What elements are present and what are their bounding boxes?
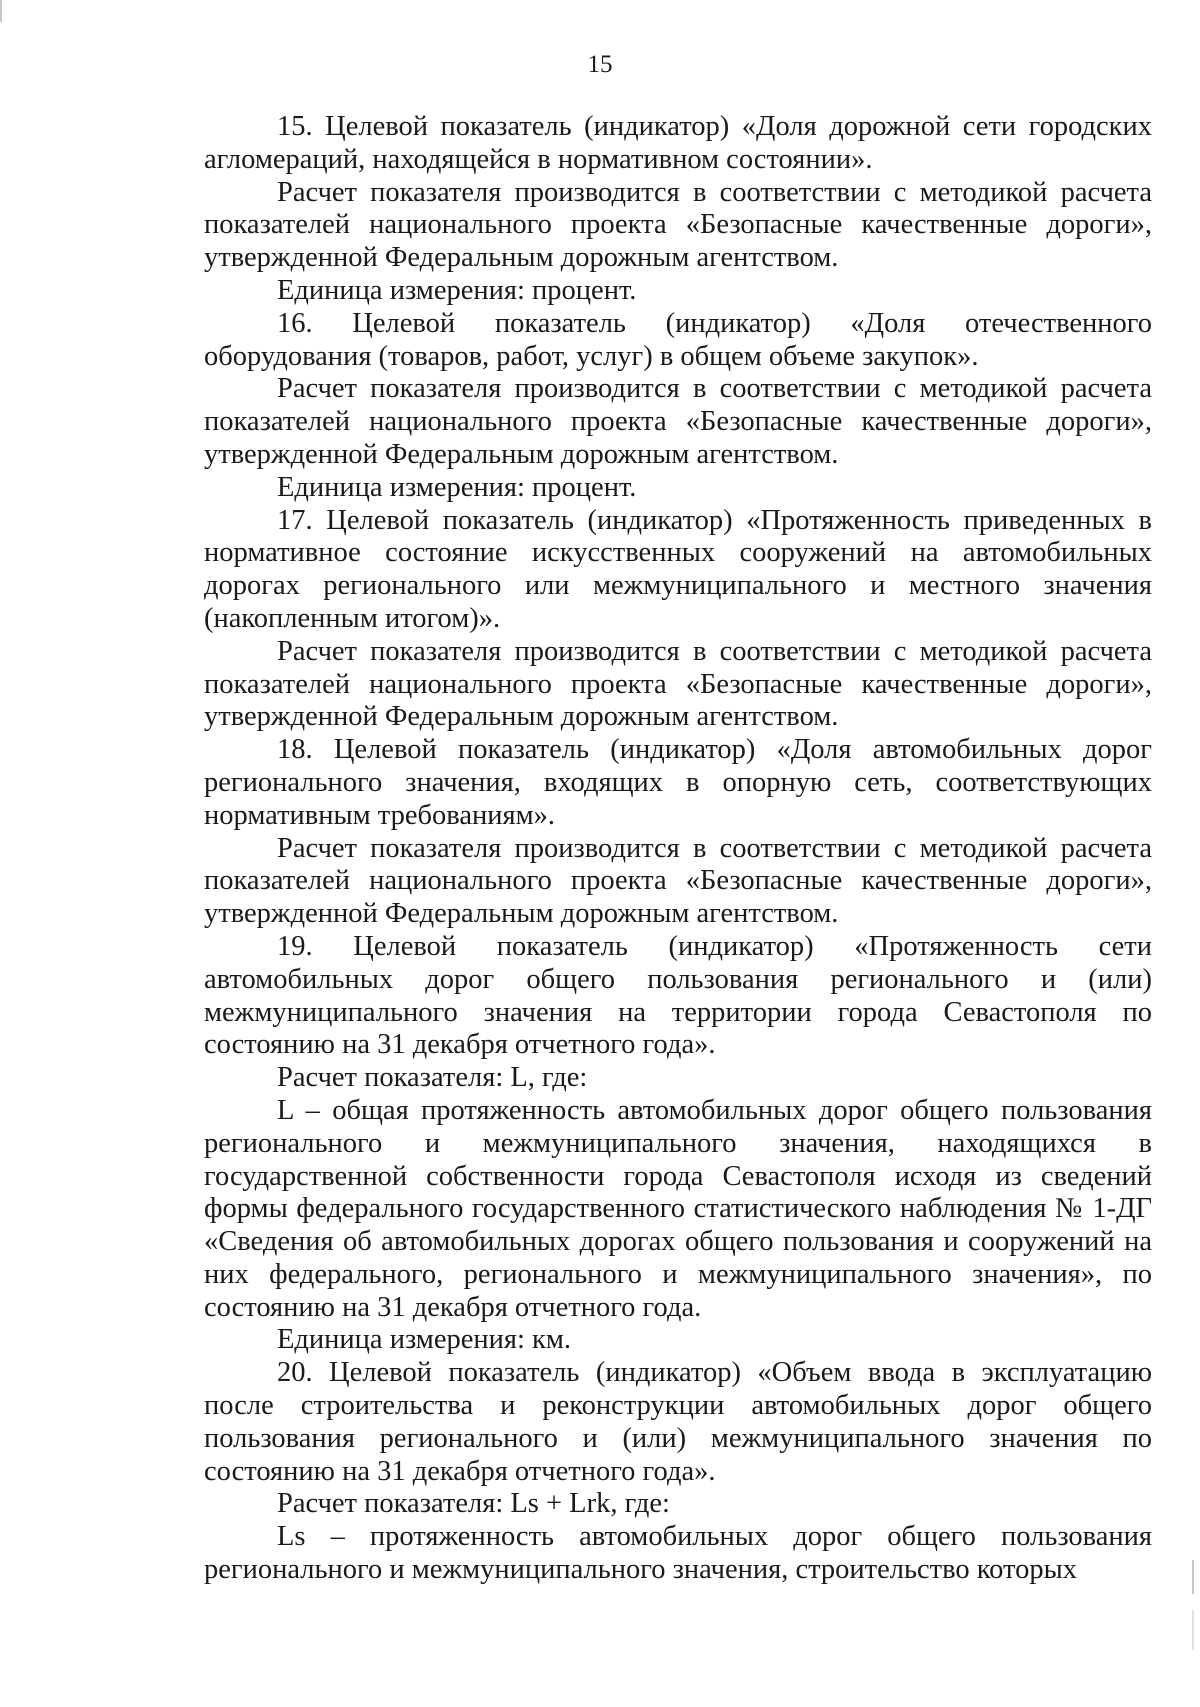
paragraph-formula: Расчет показателя: L, где: <box>277 1062 588 1094</box>
paragraph-calculation: Расчет показателя производится в соответствии с методикой расчета показателей национального проекта «Безопасные качественные дороги», утвержденной Федеральным дорожным агентством. <box>204 832 1152 930</box>
scan-edge-mark <box>0 0 2 22</box>
paragraph-formula: Расчет показателя: Ls + Lrk, где: <box>277 1488 670 1520</box>
paragraph-indicator-17: 17. Целевой показатель (индикатор) «Протяженность приведенных в нормативное состояние искусственных сооружений на автомобильных дорогах регионального или межмуниципального и местного значения (накопленным итогом)». <box>204 504 1152 634</box>
paragraph-variable-definition: Ls – протяженность автомобильных дорог общего пользования регионального и межмуниципального значения, строительство которых <box>204 1521 1152 1586</box>
paragraph-variable-definition: L – общая протяженность автомобильных дорог общего пользования регионального и межмуниципального значения, находящихся в государственной собственности города Севастополя исходя из сведений формы федерального государственного статистического наблюдения № 1-ДГ «Сведения об автомобильных дорогах общего пользования и сооружений на них федерального, регионального и межмуниципального значения», по состоянию на 31 декабря отчетного года. <box>204 1094 1152 1323</box>
paragraph-indicator-16: 16. Целевой показатель (индикатор) «Доля отечественного оборудования (товаров, работ, услуг) в общем объеме закупок». <box>204 307 1152 372</box>
document-body <box>204 111 1152 1587</box>
paragraph-unit: Единица измерения: процент. <box>277 471 637 503</box>
paragraph-calculation: Расчет показателя производится в соответствии с методикой расчета показателей национального проекта «Безопасные качественные дороги», утвержденной Федеральным дорожным агентством. <box>204 176 1152 274</box>
paragraph-calculation: Расчет показателя производится в соответствии с методикой расчета показателей национального проекта «Безопасные качественные дороги», утвержденной Федеральным дорожным агентством. <box>204 635 1152 733</box>
paragraph-indicator-15: 15. Целевой показатель (индикатор) «Доля дорожной сети городских агломераций, находящейся в нормативном состоянии». <box>204 111 1152 175</box>
paragraph-indicator-20: 20. Целевой показатель (индикатор) «Объем ввода в эксплуатацию после строительства и реконструкции автомобильных дорог общего пользования регионального и (или) межмуниципального значения по состоянию на 31 декабря отчетного года». <box>204 1357 1152 1487</box>
paragraph-indicator-19: 19. Целевой показатель (индикатор) «Протяженность сети автомобильных дорог общего пользования регионального и (или) межмуниципального значения на территории города Севастополя по состоянию на 31 декабря отчетного года». <box>204 930 1152 1061</box>
scan-edge-mark <box>1192 1610 1194 1650</box>
page-number: 15 <box>587 51 613 78</box>
paragraph-unit: Единица измерения: км. <box>277 1324 572 1356</box>
paragraph-indicator-18: 18. Целевой показатель (индикатор) «Доля автомобильных дорог регионального значения, входящих в опорную сеть, соответствующих нормативным требованиям». <box>204 734 1152 831</box>
paragraph-unit: Единица измерения: процент. <box>277 274 637 306</box>
scan-edge-mark <box>1192 1560 1194 1594</box>
paragraph-calculation: Расчет показателя производится в соответствии с методикой расчета показателей национального проекта «Безопасные качественные дороги», утвержденной Федеральным дорожным агентством. <box>204 373 1152 470</box>
